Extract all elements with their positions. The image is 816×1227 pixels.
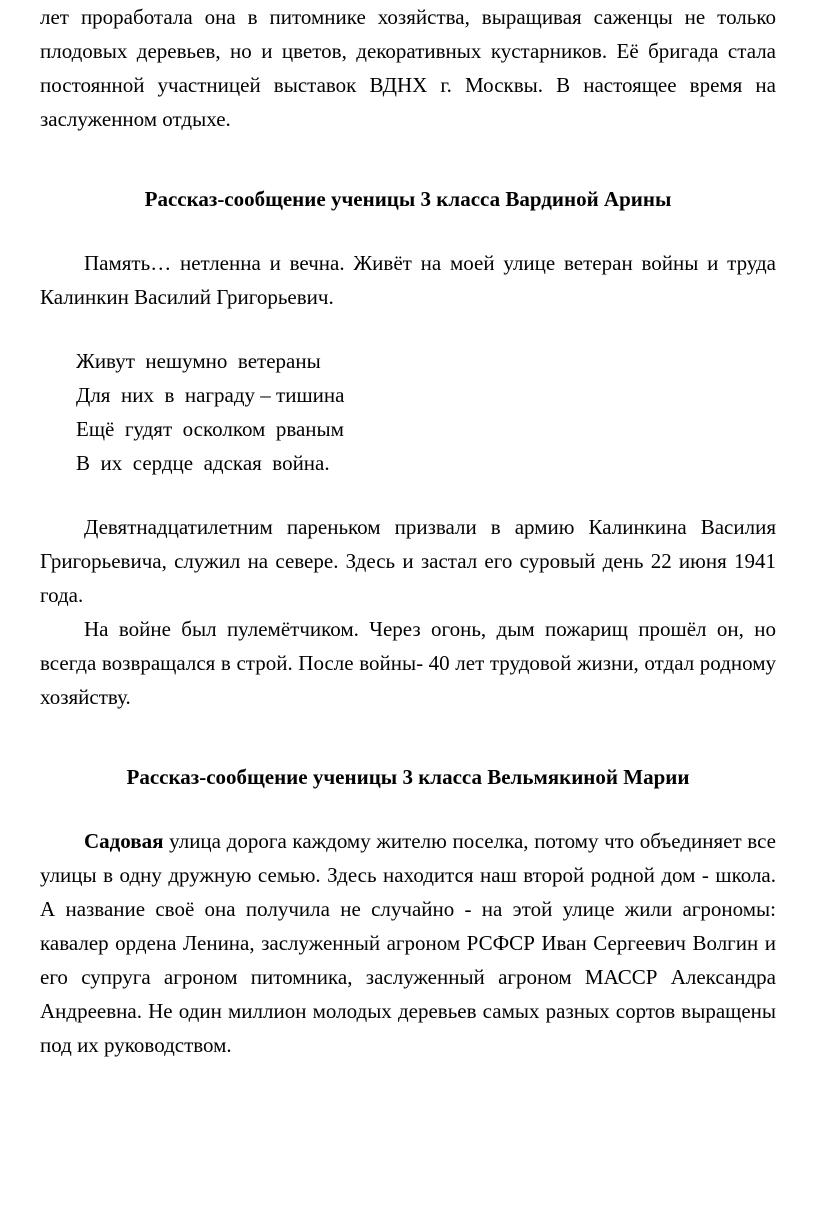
heading-vardina-arina: Рассказ-сообщение ученицы 3 класса Вардиной Арины <box>144 187 672 212</box>
verse-line: Ещё гудят осколком рваным <box>76 417 344 442</box>
paragraph-intro: лет проработала она в питомнике хозяйства, выращивая саженцы не только плодовых деревьев, но и цветов, декоративных кустарников. Её бригада стала постоянной участницей выставок ВДНХ г. Москвы. В настоящее время на заслуженном отдыхе. <box>40 5 776 132</box>
paragraph-lead-word: Садовая <box>84 829 164 854</box>
section-spacer-2 <box>40 714 776 760</box>
heading-spacer <box>40 216 776 246</box>
paragraph-machine-gunner: На войне был пулемётчиком. Через огонь, дым пожарищ прошёл он, но всегда возвращался в строй. После войны- 40 лет трудовой жизни, отдал родному хозяйству. <box>40 617 776 710</box>
heading-velmyakina-maria: Рассказ-сообщение ученицы 3 класса Вельмякиной Марии <box>126 765 690 790</box>
section-spacer <box>40 136 776 182</box>
paragraph-sadovaya-street <box>40 824 776 1062</box>
paragraph-army-call: Девятнадцатилетним пареньком призвали в армию Калинкина Василия Григорьевича, служил на севере. Здесь и застал его суровый день 22 июня 1941 года. <box>40 515 776 608</box>
verse-line: В их сердце адская война. <box>76 451 330 476</box>
verse-block <box>40 344 776 480</box>
verse-spacer-bottom <box>40 480 776 510</box>
verse-line: Живут нешумно ветераны <box>76 349 321 374</box>
paragraph-body-text: улица дорога каждому жителю поселка, потому что объединяет все улицы в одну дружную семью. Здесь находится наш второй родной дом - школа. А название своё она получила не случайно - на этой улице жили агрономы: кавалер ордена Ленина, заслуженный агроном РСФСР Иван Сергеевич Волгин и его супруга агроном питомника, заслуженный агроном МАССР Александра Андреевна. Не один миллион молодых деревьев самых разных сортов выращены под их руководством. <box>40 829 776 1058</box>
verse-spacer-top <box>40 314 776 344</box>
heading-spacer-2 <box>40 794 776 824</box>
paragraph-kalinkin-intro: Память… нетленна и вечна. Живёт на моей улице ветеран войны и труда Калинкин Василий Григорьевич. <box>40 251 776 310</box>
verse-line: Для них в награду – тишина <box>76 383 345 408</box>
